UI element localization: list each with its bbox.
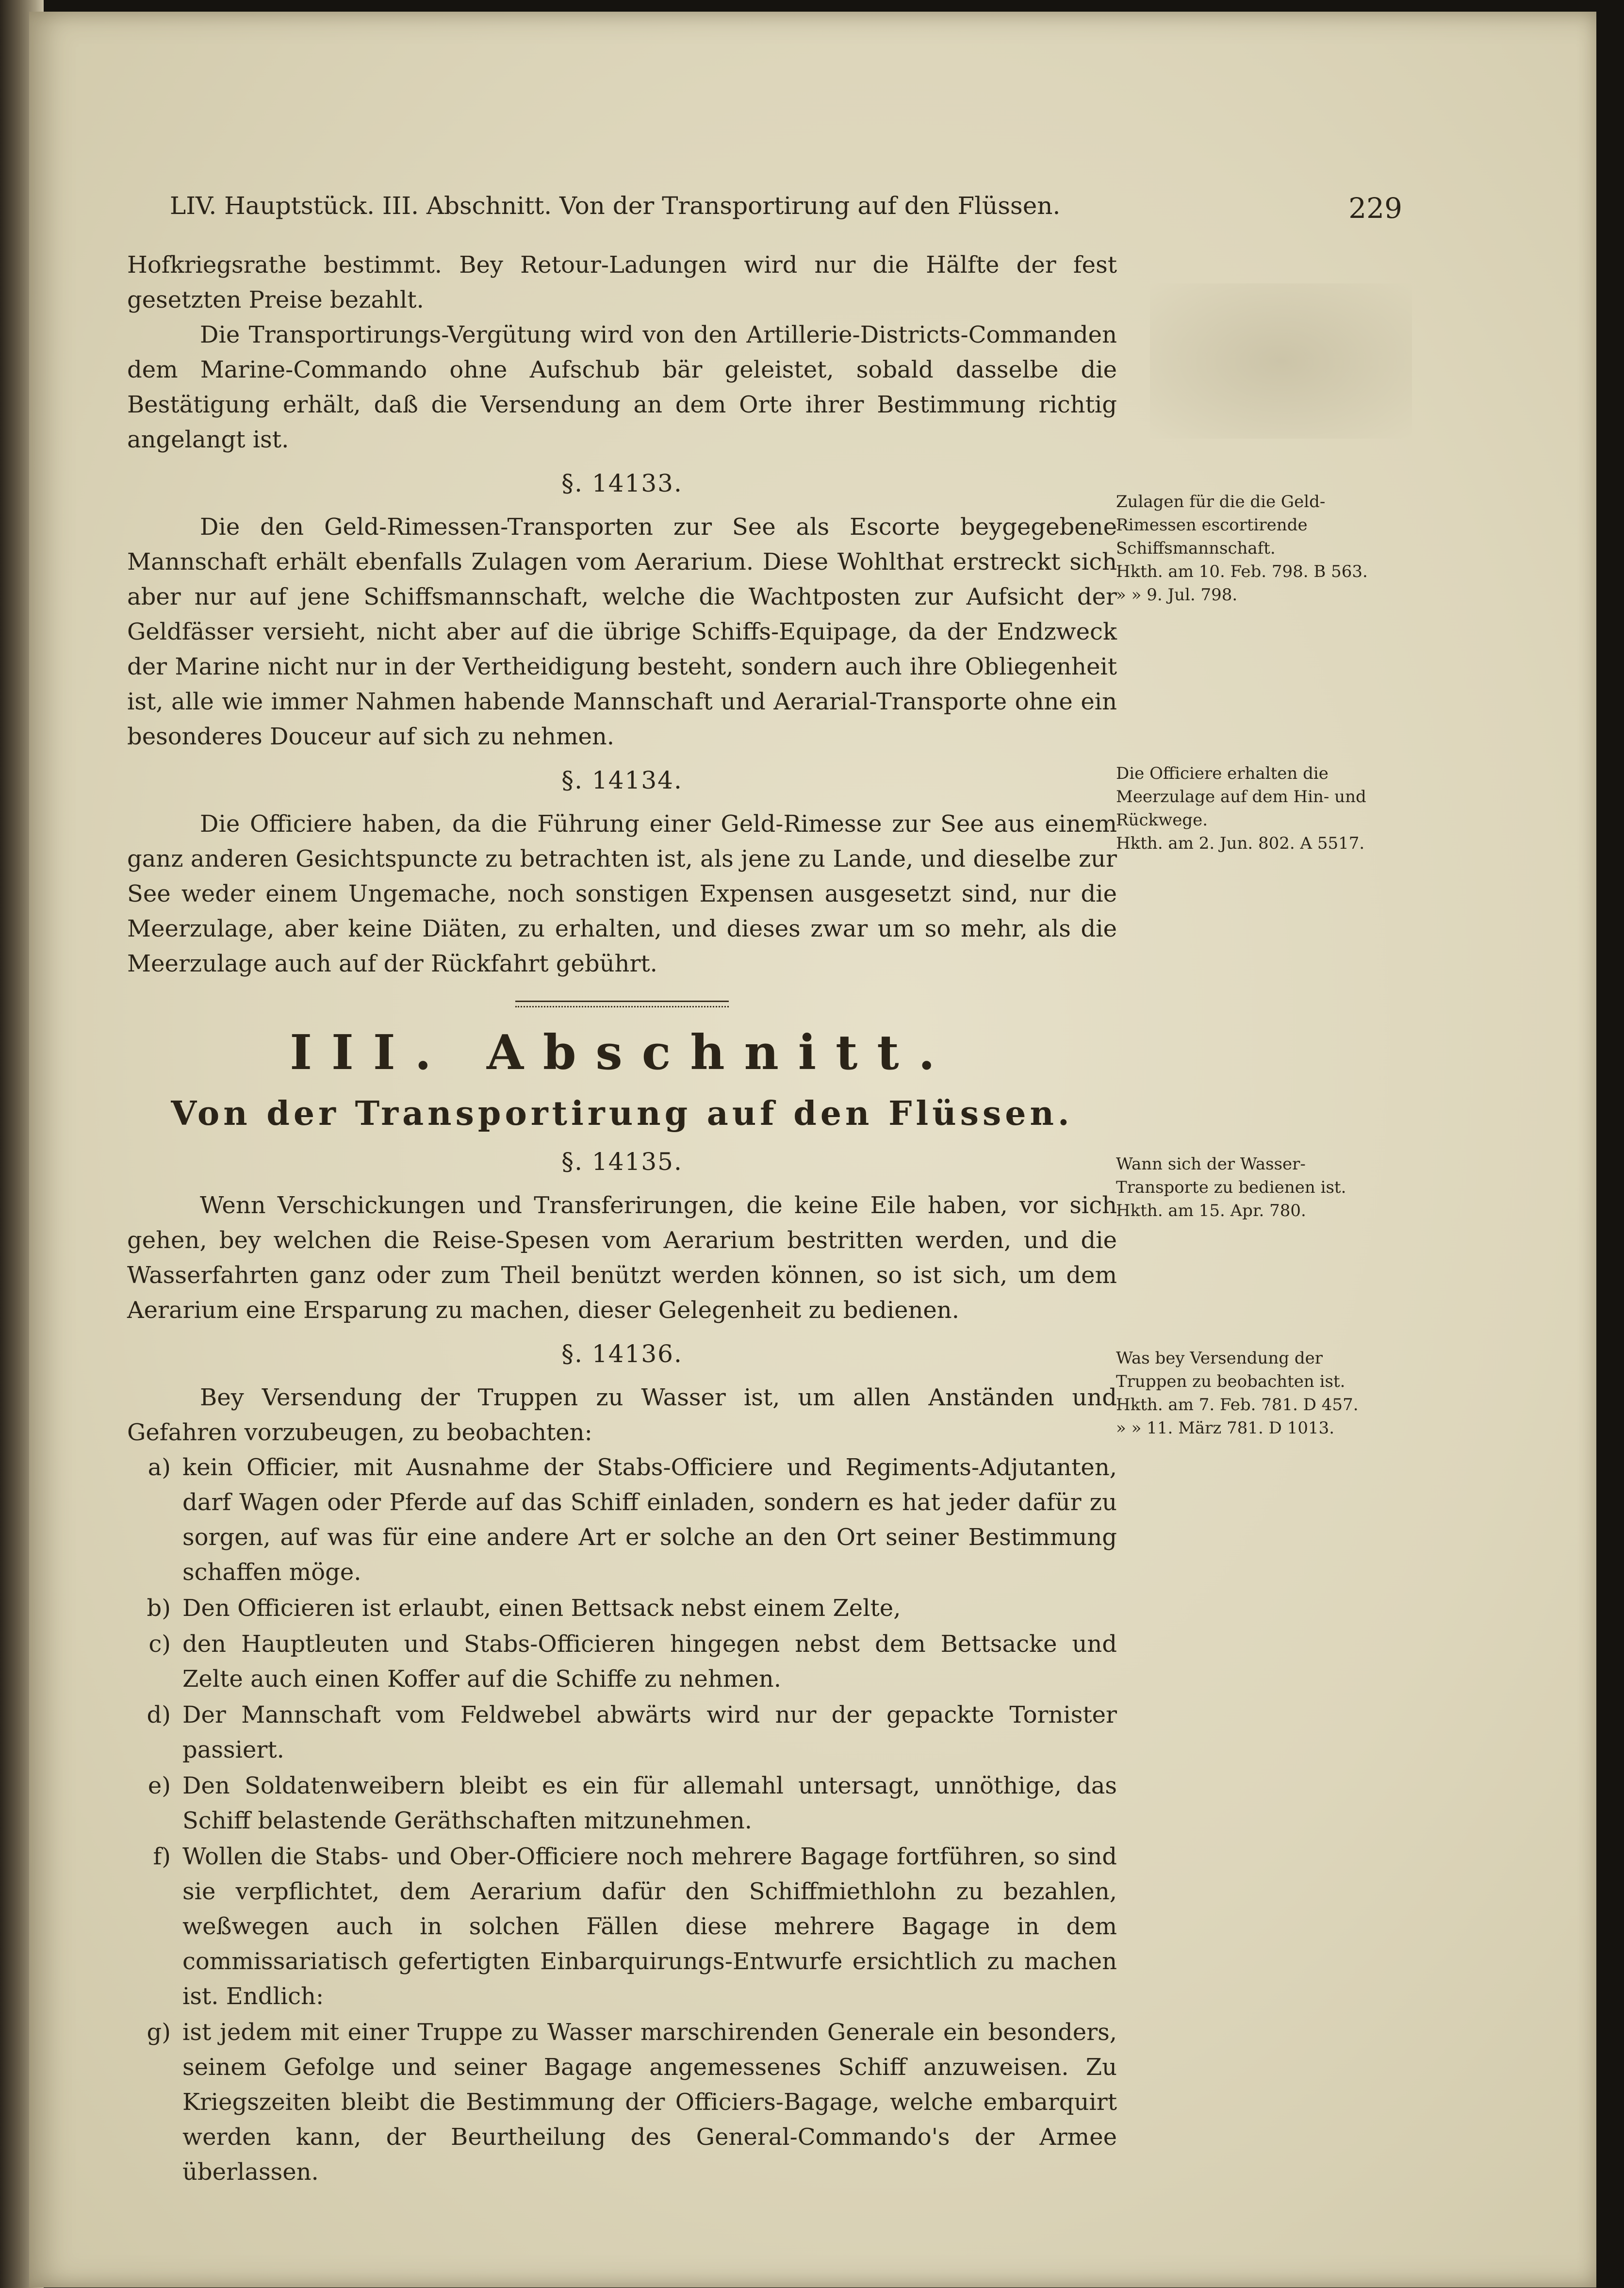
margin-note-title: Was bey Versendung der Truppen zu beobachten ist.: [1116, 1349, 1345, 1391]
list-text: Wollen die Stabs- und Ober-Officiere noch mehrere Bagage fortführen, so sind sie verpflichtet, dem Aerarium dafür den Schiffmiethlohn zu bezahlen, weßwegen auch in solchen Fällen diese mehrere Bagage in dem commissariatisch gefertigten Einbarquirungs-Entwurfe ersichtlich zu machen ist. Endlich:: [182, 1843, 1117, 2010]
margin-note-reference: » » 9. Jul. 798.: [1116, 585, 1238, 605]
page-number: 229: [1348, 192, 1402, 225]
list-label: c): [148, 1630, 171, 1658]
paragraph-14134: Die Officiere haben, da die Führung einer Geld-Rimesse zur See aus einem ganz anderen Gesichtspuncte zu betrachten ist, als jene zu Lande, und dieselbe zur See weder einem Ungemache, noch sonstigen Expensen ausgesetzt sind, nur die Meerzulage, aber keine Diäten, zu erhalten, und dieses zwar um so mehr, als die Meerzulage auch auf der Rückfahrt gebührt.: [127, 810, 1117, 977]
chapter-section-subtitle: Von der Transportirung auf den Flüssen.: [171, 1094, 1073, 1133]
intro-paragraph-2: Die Transportirungs-Vergütung wird von den Artillerie-Districts-Commanden dem Marine-Commando ohne Aufschub bär geleistet, sobald dasselbe die Bestätigung erhält, daß die Versendung an dem Orte ihrer Bestimmung richtig angelangt ist.: [127, 321, 1117, 453]
margin-note-title: Wann sich der Wasser-Transporte zu bedienen ist.: [1116, 1154, 1346, 1197]
running-header: [170, 192, 1402, 225]
section-heading-14134: §. 14134.: [561, 766, 683, 794]
margin-note-reference: Hkth. am 10. Feb. 798. B 563.: [1116, 562, 1368, 581]
show-through-stain: [1150, 283, 1412, 439]
section-heading-14133: §. 14133.: [561, 469, 683, 497]
margin-note-14133: [1116, 490, 1388, 607]
list-item-e: [127, 1768, 1117, 1838]
list-label: d): [147, 1701, 171, 1728]
list-item-f: [127, 1839, 1117, 2014]
paragraph-14133: Die den Geld-Rimessen-Transporten zur See als Escorte beygegebene Mannschaft erhält ebenfalls Zulagen vom Aerarium. Diese Wohlthat erstreckt sich aber nur auf jene Schiffsmannschaft, welche die Wachtposten zur Aufsicht der Geldfässer versieht, nicht aber auf die übrige Schiffs-Equipage, da der Endzweck der Marine nicht nur in der Vertheidigung besteht, sondern auch ihre Obliegenheit ist, alle wie immer Nahmen habende Mannschaft und Aerarial-Transporte ohne ein besonderes Douceur auf sich zu nehmen.: [127, 513, 1117, 750]
ornamental-rule: [515, 1001, 729, 1007]
margin-note-14136: [1116, 1347, 1388, 1440]
list-label: a): [148, 1454, 171, 1481]
margin-note-14135: [1116, 1152, 1388, 1222]
list-label: g): [147, 2019, 171, 2046]
list-text: Der Mannschaft vom Feldwebel abwärts wird nur der gepackte Tornister passiert.: [182, 1701, 1117, 1763]
list-item-c: [127, 1627, 1117, 1696]
section-heading-14136: §. 14136.: [561, 1340, 683, 1368]
margin-note-title: Zulagen für die die Geld-Rimessen escortirende Schiffsmannschaft.: [1116, 492, 1326, 558]
margin-note-14134: [1116, 762, 1388, 855]
paragraph-14136-intro: Bey Versendung der Truppen zu Wasser ist, um allen Anständen und Gefahren vorzubeugen, zu beobachten:: [127, 1384, 1117, 1446]
list-label: b): [147, 1595, 171, 1622]
chapter-section-title: III. Abschnitt.: [290, 1025, 954, 1081]
list-text: kein Officier, mit Ausnahme der Stabs-Officiere und Regiments-Adjutanten, darf Wagen oder Pferde auf das Schiff einladen, sondern es hat jeder dafür zu sorgen, auf was für eine andere Art er solche an den Ort seiner Bestimmung schaffen möge.: [182, 1454, 1117, 1586]
main-text-column: [127, 247, 1117, 2190]
intro-paragraph-1: Hofkriegsrathe bestimmt. Bey Retour-Ladungen wird nur die Hälfte der fest gesetzten Preise bezahlt.: [127, 251, 1117, 313]
list-text: den Hauptleuten und Stabs-Officieren hingegen nebst dem Bettsacke und Zelte auch einen Koffer auf die Schiffe zu nehmen.: [182, 1630, 1117, 1693]
margin-note-title: Die Officiere erhalten die Meerzulage auf dem Hin- und Rückwege.: [1116, 764, 1366, 830]
running-title: LIV. Hauptstück. III. Abschnitt. Von der Transportirung auf den Flüssen.: [170, 192, 1061, 220]
margin-note-reference: » » 11. März 781. D 1013.: [1116, 1418, 1335, 1438]
list-item-d: [127, 1697, 1117, 1767]
list-label: e): [148, 1772, 171, 1799]
list-text: ist jedem mit einer Truppe zu Wasser marschirenden Generale ein besonders, seinem Gefolge und seiner Bagage angemessenes Schiff anzuweisen. Zu Kriegszeiten bleibt die Bestimmung der Officiers-Bagage, welche embarquirt werden kann, der Beurtheilung des General-Commando's der Armee überlassen.: [182, 2019, 1117, 2186]
list-label: f): [153, 1843, 171, 1870]
margin-note-reference: Hkth. am 2. Jun. 802. A 5517.: [1116, 834, 1365, 853]
section-heading-14135: §. 14135.: [561, 1148, 683, 1176]
list-item-a: [127, 1450, 1117, 1590]
list-text: Den Soldatenweibern bleibt es ein für allemahl untersagt, unnöthige, das Schiff belastende Geräthschaften mitzunehmen.: [182, 1772, 1117, 1834]
list-item-g: [127, 2015, 1117, 2189]
margin-note-reference: Hkth. am 7. Feb. 781. D 457.: [1116, 1395, 1359, 1415]
margin-note-reference: Hkth. am 15. Apr. 780.: [1116, 1201, 1306, 1220]
paragraph-14135: Wenn Verschickungen und Transferirungen, die keine Eile haben, vor sich gehen, bey welchen die Reise-Spesen vom Aerarium bestritten werden, und die Wasserfahrten ganz oder zum Theil benützt werden können, so ist sich, um dem Aerarium eine Ersparung zu machen, dieser Gelegenheit zu bedienen.: [127, 1192, 1117, 1324]
list-item-b: [127, 1591, 1117, 1626]
list-text: Den Officieren ist erlaubt, einen Bettsack nebst einem Zelte,: [182, 1595, 901, 1622]
